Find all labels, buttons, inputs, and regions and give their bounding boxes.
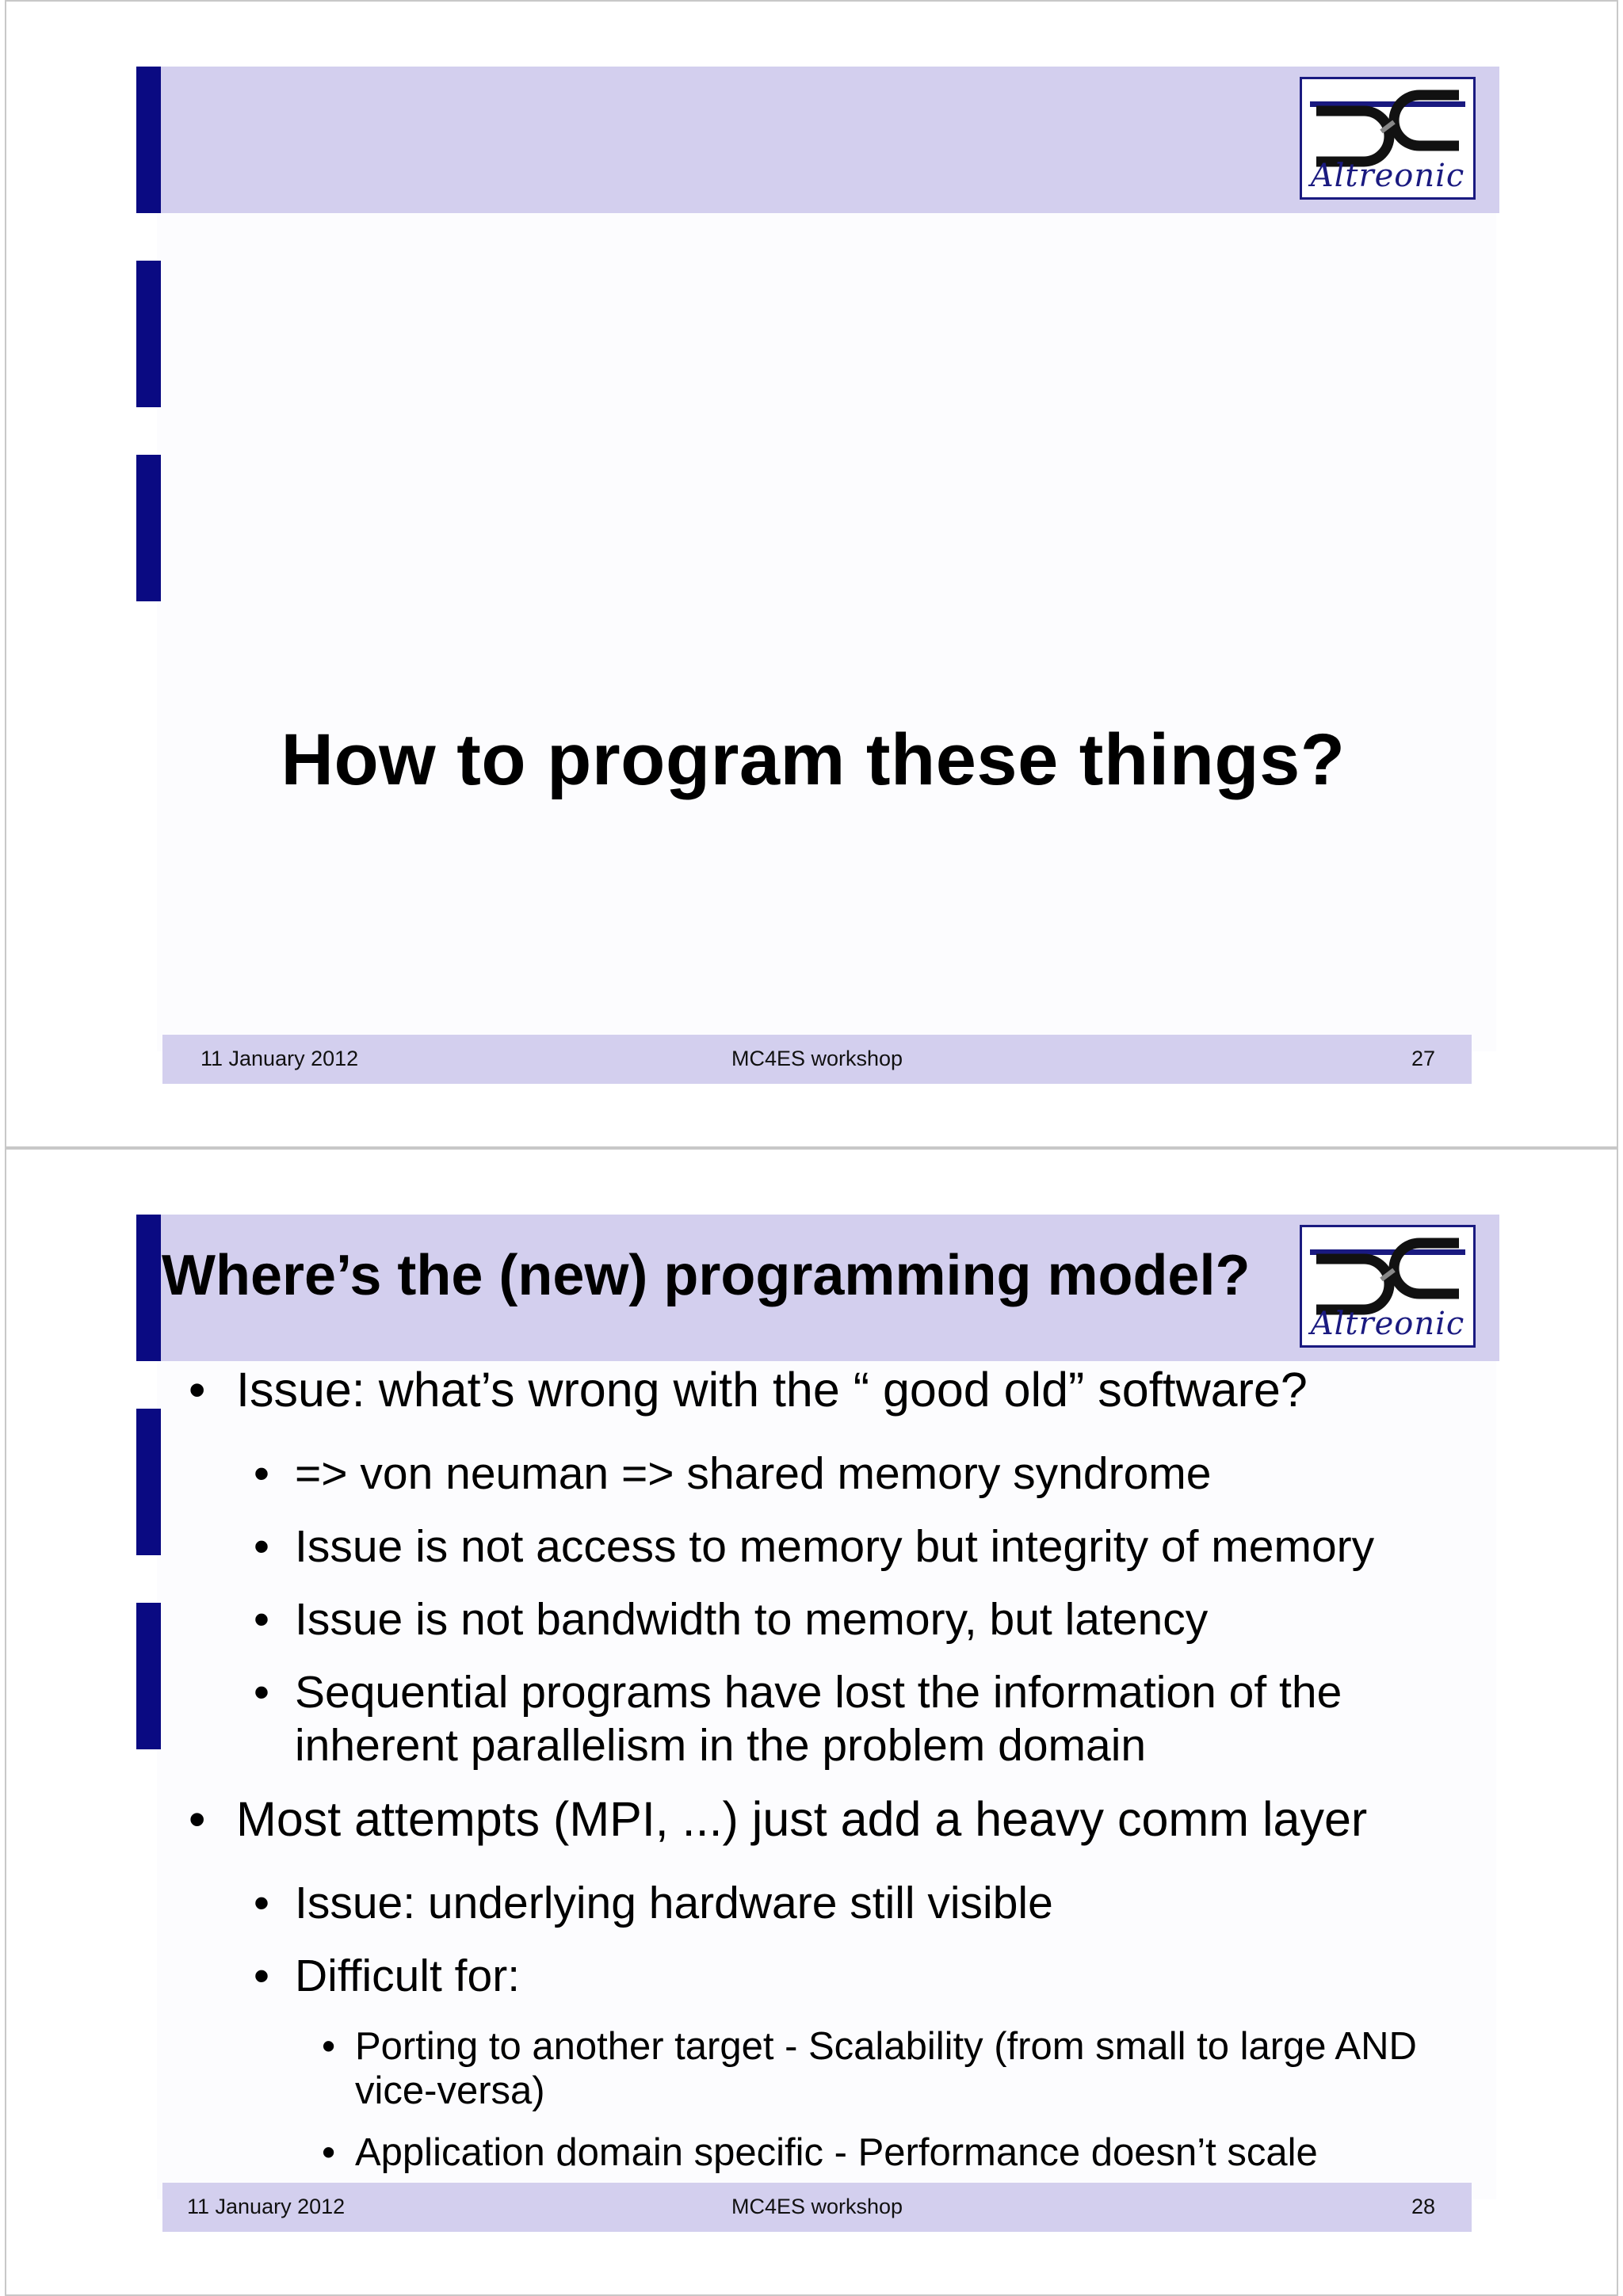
altreonic-logo (1300, 77, 1476, 200)
bullet-icon: • (254, 1521, 269, 1572)
bullet-item (254, 1593, 1209, 1646)
footer-event: MC4ES workshop (731, 2195, 903, 2218)
slide-background (157, 148, 1496, 1051)
altreonic-logo (1300, 1225, 1476, 1348)
accent-bar (136, 261, 161, 407)
bullet-text: => von neuman => shared memory syndrome (295, 1448, 1212, 1499)
logo-mark-icon (1308, 84, 1467, 167)
bullet-text: Issue is not bandwidth to memory, but latency (295, 1594, 1209, 1645)
bullet-item (189, 1362, 1308, 1417)
bullet-text: Most attempts (MPI, ...) just add a heavy comm layer (236, 1792, 1368, 1846)
bullet-item (254, 1520, 1375, 1573)
logo-text: Altreonic (1310, 1306, 1465, 1342)
bullet-item (254, 1666, 1342, 1772)
bullet-item (322, 2024, 1417, 2113)
bullet-item (254, 1447, 1212, 1500)
bullet-text: Sequential programs have lost the information of the (295, 1667, 1342, 1718)
accent-bar (136, 1215, 161, 1361)
footer-event: MC4ES workshop (731, 1047, 903, 1070)
bullet-item (254, 1877, 1053, 1929)
bullet-icon: • (254, 1448, 269, 1499)
bullet-icon: • (322, 2131, 336, 2174)
header-band (160, 67, 1499, 213)
bullet-text-continuation: inherent parallelism in the problem domain (295, 1720, 1147, 1771)
slide-footer (162, 1035, 1472, 1084)
bullet-icon: • (254, 1667, 269, 1718)
footer-date: 11 January 2012 (187, 2195, 346, 2218)
bullet-item (322, 2130, 1318, 2175)
accent-bar (136, 1603, 161, 1749)
bullet-text: Issue: what’s wrong with the “ good old” software? (236, 1363, 1308, 1417)
bullet-text: Issue: underlying hardware still visible (295, 1878, 1053, 1928)
bullet-icon: • (254, 1594, 269, 1645)
bullet-text-continuation: vice-versa) (355, 2069, 545, 2112)
section-title: How to program these things? (281, 719, 1346, 800)
slide-title: Where’s the (new) programming model? (162, 1244, 1251, 1307)
logo-text: Altreonic (1310, 158, 1465, 194)
bullet-text: Issue is not access to memory but integrity of memory (295, 1521, 1375, 1572)
bullet-icon: • (189, 1792, 206, 1846)
logo-mark-icon (1308, 1232, 1467, 1315)
footer-date: 11 January 2012 (200, 1047, 359, 1070)
accent-bar (136, 1409, 161, 1555)
accent-bar (136, 67, 161, 213)
slide-28 (5, 1148, 1618, 2296)
bullet-icon: • (322, 2025, 336, 2068)
footer-page-number: 28 (1411, 2195, 1435, 2218)
footer-page-number: 27 (1411, 1047, 1435, 1070)
accent-bar (136, 455, 161, 601)
bullet-item (254, 1950, 521, 2002)
bullet-text: Application domain specific - Performance doesn’t scale (355, 2131, 1318, 2174)
bullet-icon: • (189, 1363, 206, 1417)
bullet-item (189, 1791, 1368, 1847)
slide-27 (5, 0, 1618, 1148)
bullet-icon: • (254, 1878, 269, 1928)
bullet-icon: • (254, 1951, 269, 2001)
bullet-text: Porting to another target - Scalability (from small to large AND (355, 2025, 1417, 2068)
slide-footer (162, 2183, 1472, 2232)
bullet-text: Difficult for: (295, 1951, 521, 2001)
